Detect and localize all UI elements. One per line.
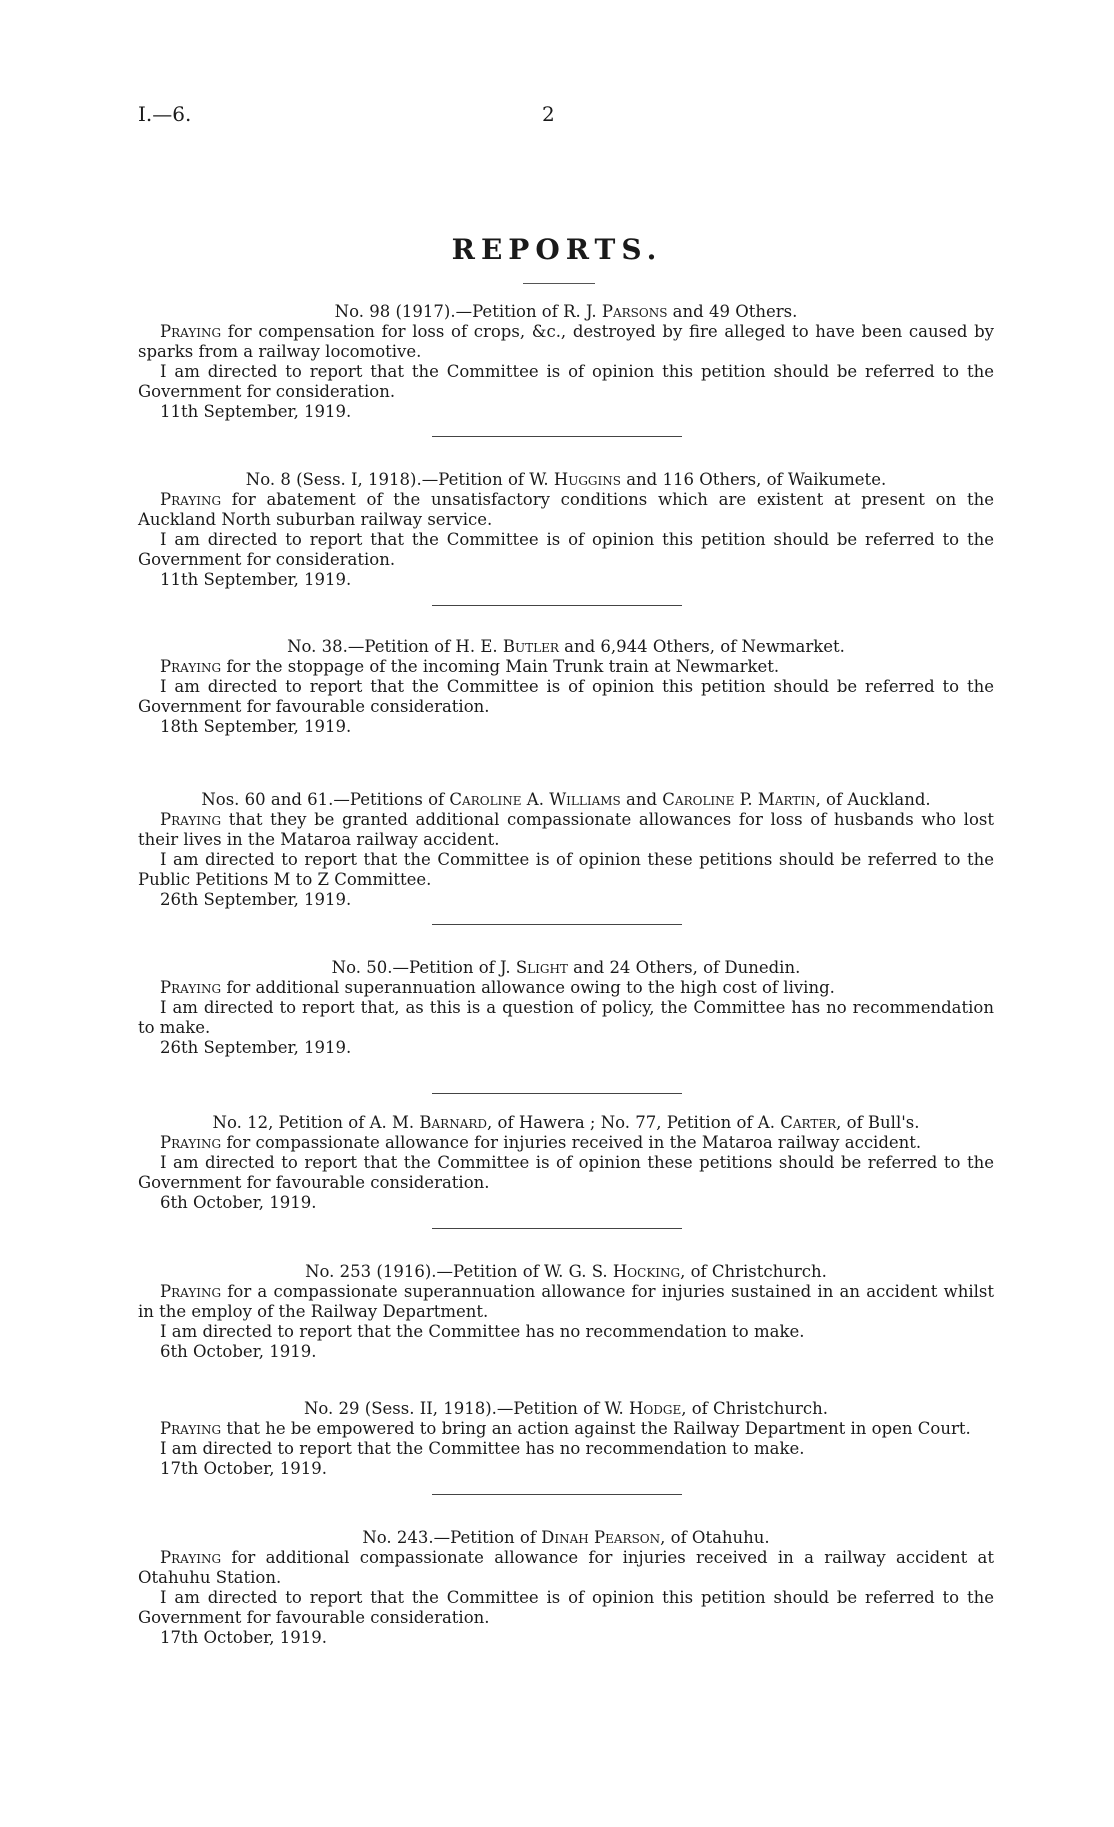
- petition-prayer: Praying for additional compassionate allowance for injuries received in a railway accident at Otahuhu Station.: [138, 1548, 994, 1587]
- separator-rule: [432, 436, 682, 437]
- petitioner-name: Caroline A. Williams: [449, 790, 621, 809]
- committee-report: I am directed to report that the Committee has no recommendation to make.: [160, 1322, 805, 1341]
- committee-report: I am directed to report that the Committee is of opinion this petition should be referred to the Government for consideration.: [138, 530, 994, 569]
- report-date: 6th October, 1919.: [160, 1193, 317, 1212]
- committee-report: I am directed to report that the Committee is of opinion this petition should be referred to the Government for consideration.: [138, 362, 994, 401]
- separator-rule: [432, 605, 682, 606]
- report-date: 26th September, 1919.: [160, 890, 352, 909]
- petition-prayer: Praying that he be empowered to bring an action against the Railway Department in open Court.: [160, 1419, 971, 1438]
- committee-report: I am directed to report that the Committee is of opinion this petition should be referred to the Government for favourable consideration.: [138, 677, 994, 716]
- petition-heading: No. 243.—Petition of Dinah Pearson, of Otahuhu.: [362, 1528, 770, 1547]
- petition-heading: No. 29 (Sess. II, 1918).—Petition of W. Hodge, of Christchurch.: [303, 1399, 829, 1418]
- separator-rule: [432, 1228, 682, 1229]
- committee-report: I am directed to report that the Committee is of opinion these petitions should be referred to the Government for favourable consideration.: [138, 1153, 994, 1192]
- petition-entry: [138, 302, 994, 422]
- petition-prayer: Praying for the stoppage of the incoming Main Trunk train at Newmarket.: [160, 657, 780, 676]
- report-date: 17th October, 1919.: [160, 1628, 327, 1647]
- petition-entry: [138, 637, 994, 737]
- petitioner-name: Huggins: [553, 470, 621, 489]
- petition-heading: No. 8 (Sess. I, 1918).—Petition of W. Huggins and 116 Others, of Waikumete.: [245, 470, 887, 489]
- report-date: 17th October, 1919.: [160, 1459, 327, 1478]
- petition-heading: No. 98 (1917).—Petition of R. J. Parsons and 49 Others.: [334, 302, 798, 321]
- petition-prayer: Praying for abatement of the unsatisfactory conditions which are existent at present on the Auckland North suburban railway service.: [138, 490, 994, 529]
- petitioner-name: Hocking: [612, 1262, 681, 1281]
- committee-report: I am directed to report that the Committee has no recommendation to make.: [160, 1439, 805, 1458]
- petition-prayer: Praying for additional superannuation allowance owing to the high cost of living.: [160, 978, 835, 997]
- petition-prayer: Praying that they be granted additional compassionate allowances for loss of husbands who lost their lives in the Mataroa railway accident.: [138, 810, 994, 849]
- petitioner-name: Caroline P. Martin: [662, 790, 816, 809]
- petition-entry: [138, 958, 994, 1058]
- petition-entry: [138, 1399, 994, 1479]
- petitioner-name: Butler: [502, 637, 559, 656]
- petition-prayer: Praying for compensation for loss of crops, &c., destroyed by fire alleged to have been caused by sparks from a railway locomotive.: [138, 322, 994, 361]
- report-date: 18th September, 1919.: [160, 717, 352, 736]
- separator-rule: [432, 1494, 682, 1495]
- petitioner-name: Slight: [515, 958, 568, 977]
- petitioner-name: Dinah Pearson: [541, 1528, 661, 1547]
- petition-prayer: Praying for compassionate allowance for injuries received in the Mataroa railway accident.: [160, 1133, 922, 1152]
- petition-entry: [138, 470, 994, 590]
- separator-rule: [432, 1093, 682, 1094]
- petition-heading: No. 50.—Petition of J. Slight and 24 Others, of Dunedin.: [331, 958, 801, 977]
- petitioner-name: R. J. Parsons: [563, 302, 668, 321]
- petition-prayer: Praying for a compassionate superannuation allowance for injuries sustained in an accident whilst in the employ of the Railway Department.: [138, 1282, 994, 1321]
- petition-entry: [138, 1113, 994, 1213]
- petition-entry: [138, 790, 994, 910]
- page-number: 2: [542, 102, 555, 126]
- petitioner-name: Barnard: [419, 1113, 488, 1132]
- petition-entry: [138, 1262, 994, 1362]
- petitioner-name: Carter: [780, 1113, 837, 1132]
- document-reference: I.—6.: [138, 102, 192, 126]
- title-rule: [523, 283, 595, 284]
- committee-report: I am directed to report that the Committee is of opinion these petitions should be referred to the Public Petitions M to Z Committee.: [138, 850, 994, 889]
- separator-rule: [432, 924, 682, 925]
- page-title: REPORTS.: [451, 233, 663, 266]
- committee-report: I am directed to report that, as this is a question of policy, the Committee has no recommendation to make.: [138, 998, 994, 1037]
- committee-report: I am directed to report that the Committee is of opinion this petition should be referred to the Government for favourable consideration.: [138, 1588, 994, 1627]
- report-date: 11th September, 1919.: [160, 402, 352, 421]
- petition-heading: No. 253 (1916).—Petition of W. G. S. Hocking, of Christchurch.: [305, 1262, 827, 1281]
- petition-entry: [138, 1528, 994, 1648]
- petition-heading: Nos. 60 and 61.—Petitions of Caroline A. Williams and Caroline P. Martin, of Auckland.: [201, 790, 931, 809]
- petition-heading: No. 38.—Petition of H. E. Butler and 6,944 Others, of Newmarket.: [287, 637, 845, 656]
- petitioner-name: Hodge: [629, 1399, 682, 1418]
- report-date: 11th September, 1919.: [160, 570, 352, 589]
- petition-heading: No. 12, Petition of A. M. Barnard, of Hawera ; No. 77, Petition of A. Carter, of Bull's.: [212, 1113, 920, 1132]
- report-date: 26th September, 1919.: [160, 1038, 352, 1057]
- report-date: 6th October, 1919.: [160, 1342, 317, 1361]
